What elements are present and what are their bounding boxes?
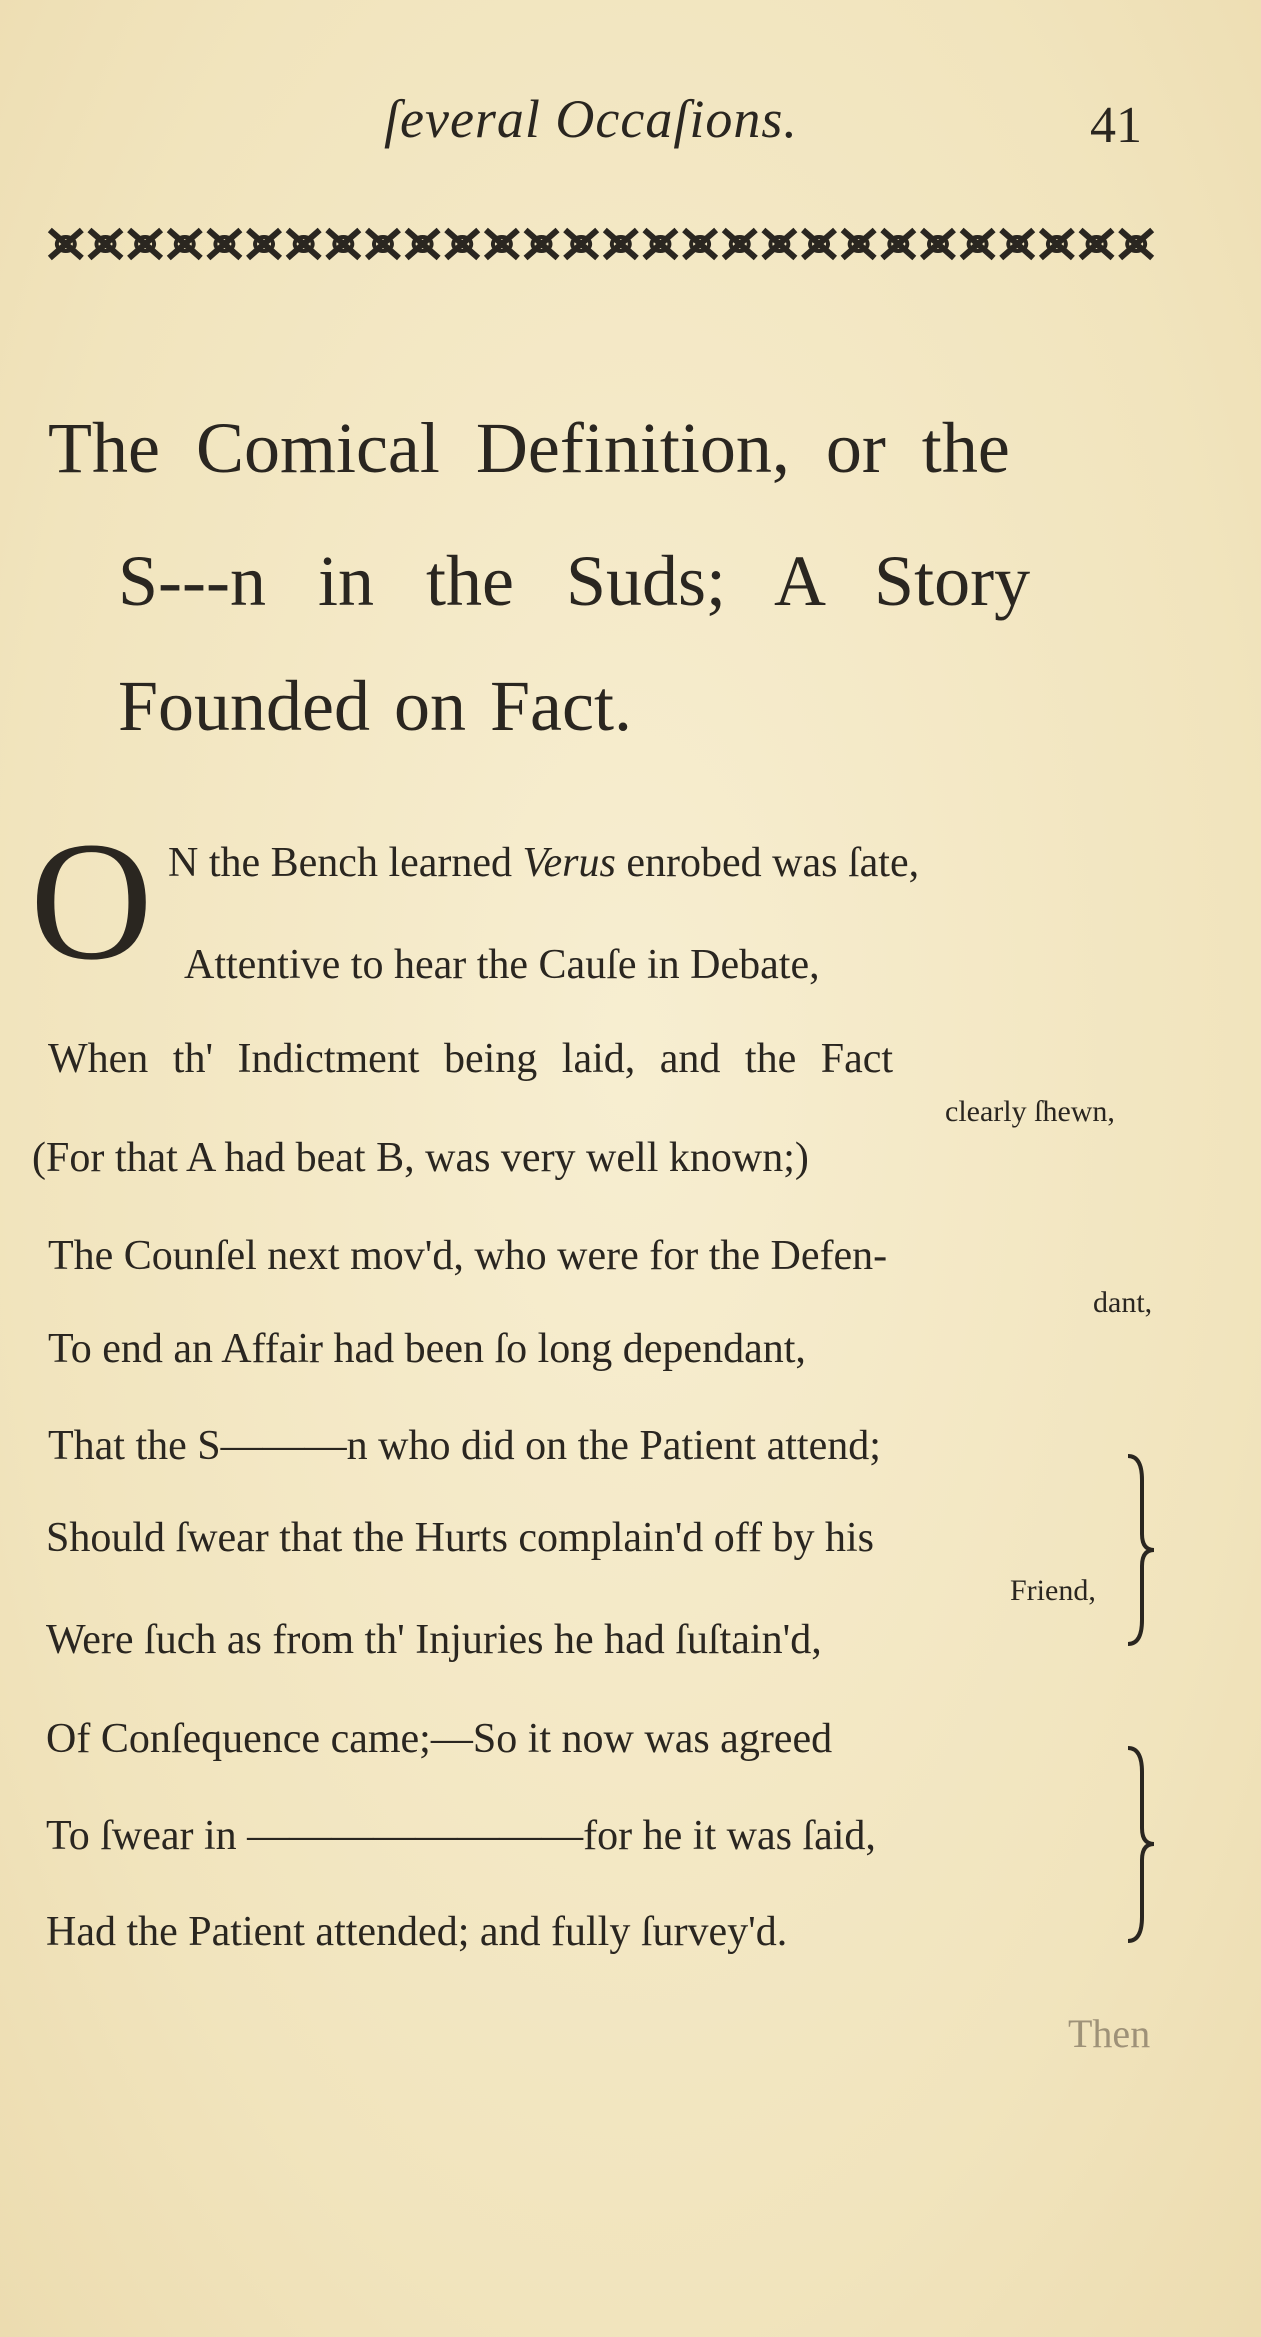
triplet-brace-upper-icon [1120, 1450, 1160, 1650]
verse-line-9: Were ſuch as from th' Injuries he had ſuſtain'd, [46, 1617, 822, 1663]
verse-line-1-start: N the Bench learned [168, 840, 523, 886]
verse-line-5-turnover: dant, [1093, 1286, 1153, 1319]
verse-line-1-end: enrobed was ſate, [615, 840, 920, 886]
title-line-1: The Comical Definition, or the [48, 408, 1010, 488]
triplet-brace-lower-icon [1120, 1742, 1160, 1947]
title-line-2: S---n in the Suds; A Story [118, 541, 1031, 621]
verse-line-5: The Counſel next mov'd, who were for the Defen- [48, 1233, 888, 1279]
verse-line-4: (For that A had beat B, was very well known;) [32, 1135, 809, 1181]
verse-line-1-name: Verus [522, 840, 616, 886]
verse-line-6: To end an Affair had been ſo long dependant, [48, 1326, 806, 1372]
verse-line-2: Attentive to hear the Cauſe in Debate, [184, 942, 820, 988]
running-head: ſeveral Occaſions. [384, 89, 798, 149]
drop-cap: O [30, 807, 153, 995]
verse-line-3-turnover: clearly ſhewn, [945, 1095, 1115, 1128]
page-number: 41 [1090, 97, 1142, 154]
verse-line-3: When th' Indictment being laid, and the Fact [48, 1036, 894, 1082]
catchword: Then [1068, 2011, 1151, 2056]
verse-line-8-turnover: Friend, [1010, 1574, 1096, 1607]
verse-line-11: To ſwear in ————————for he it was ſaid, [46, 1813, 876, 1859]
verse-line-8: Should ſwear that the Hurts complain'd off by his [46, 1515, 875, 1561]
title-line-3: Founded on Fact. [118, 666, 632, 746]
verse-line-7: That the S———n who did on the Patient attend; [48, 1423, 881, 1469]
printers-ornament-rule-icon [46, 218, 1156, 270]
verse-line-1 [168, 842, 919, 884]
verse-line-10: Of Conſequence came;—So it now was agreed [46, 1716, 833, 1762]
verse-line-12: Had the Patient attended; and fully ſurvey'd. [46, 1909, 788, 1955]
